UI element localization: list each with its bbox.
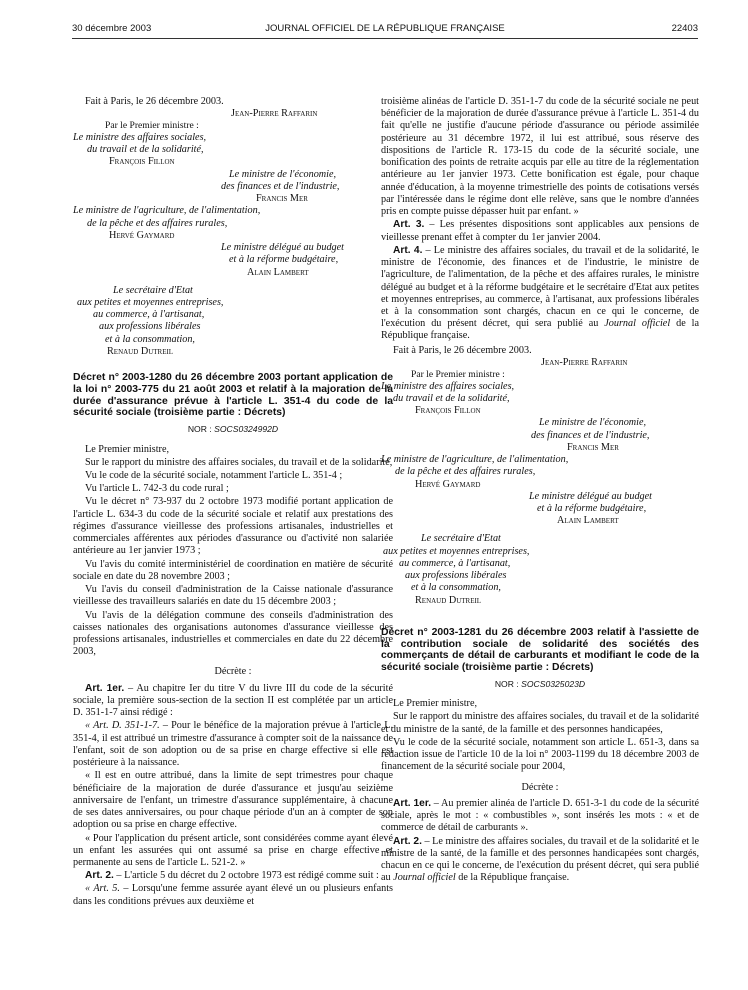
article-3: Art. 3. – Les présentes dispositions sont applicables aux pensions de vieillesse prenant effet à compter du 1er janvier 2004.	[381, 219, 699, 243]
signature-block	[73, 96, 393, 358]
article-label: Art. 4.	[393, 244, 423, 256]
signature-title: Le ministre des affaires sociales,	[381, 380, 515, 392]
signature-name: Renaud Dutreil	[415, 594, 482, 606]
signature-title: Le secrétaire d'Etat	[113, 284, 193, 296]
article-1: Art. 1er. – Au premier alinéa de l'article D. 651-3-1 du code de la sécurité sociale, après le mot : « combustibles », sont insérés les mots : « et de commerce de détail de carburants ».	[381, 797, 699, 834]
signature-title: Le ministre de l'agriculture, de l'alimentation,	[381, 454, 569, 466]
signature-title: Le ministre de l'économie,	[539, 417, 647, 429]
paragraph: Vu le code de la sécurité sociale, notamment l'article L. 351-4 ;	[85, 469, 343, 481]
signature-par: Par le Premier ministre :	[105, 120, 199, 132]
signature-title: du travail et de la solidarité,	[87, 144, 204, 156]
paragraph: Le Premier ministre,	[85, 443, 170, 455]
header-rule	[72, 38, 698, 39]
decree-title: Décret n° 2003-1281 du 26 décembre 2003 relatif à l'assiette de la contribution sociale de solidarité des sociétés des commerçants de détail de carburants et modifiant le code de la sécurité sociale (troisième partie : Décrets)	[381, 626, 699, 674]
article-quote: « Pour l'application du présent article, sont considérées comme ayant élevé un enfant les assurées qui ont assumé sa prise en charge effective et permanente au sens de l'article L. 521-2. »	[73, 832, 393, 868]
signature-block	[381, 345, 699, 607]
signature-title: de la pêche et des affaires rurales,	[87, 217, 228, 229]
signature-name: Francis Mer	[256, 193, 308, 205]
signature-title: et à la consommation,	[105, 333, 195, 345]
decree-title: Décret n° 2003-1280 du 26 décembre 2003 portant application de la loi n° 2003-775 du 21 août 2003 et relatif à la majoration de la durée d'assurance prévue à l'article L. 351-4 du code de la sécurité sociale (troisième partie : Décrets)	[73, 372, 393, 419]
signature-title: aux professions libérales	[99, 321, 201, 333]
signature-name: François Fillon	[415, 405, 481, 417]
signature-title: Le ministre délégué au budget	[529, 490, 652, 502]
right-column	[381, 96, 699, 885]
signature-name: Hervé Gaymard	[415, 478, 481, 490]
signature-date: Fait à Paris, le 26 décembre 2003.	[85, 96, 224, 107]
paragraph: troisième alinéas de l'article D. 351-1-7 du code de la sécurité sociale ne peut bénéficier de la majoration de durée d'assurance prévue à l'article L. 351-4 du fait qu'elle ne justifie d'aucune période d'assurance ou période assimilée postérieure au 31 décembre 1972, il lui est attribué, sous réserve des dispositions de l'article R. 173-15 du code de la sécurité sociale, une bonification des points de retraite acquis par elle au titre de la réglementation antérieure au 1er janvier 1973. Cette bonification est égale, pour chaque année d'éducation, à la moyenne trimestrielle des points de cotisations versés par l'intéressée dans le régime dont elle relève, sans que le nombre d'années pris en compte puisse dépasser huit par enfant. »	[381, 96, 699, 218]
article-quote: « Il est en outre attribué, dans la limite de sept trimestres pour chaque bénéficiaire de la majoration de durée d'assurance et jusqu'au seizième anniversaire de l'enfant, un trimestre d'assurance supplémentaire, à chacune de ses dates anniversaires, ou pour chaque période d'un an à compter de son adoption ou sa prise en charge effective.	[73, 770, 393, 831]
signature-title: aux professions libérales	[405, 570, 507, 582]
signature-name: Francis Mer	[567, 441, 619, 453]
paragraph: Vu le code de la sécurité sociale, notamment son article L. 651-3, dans sa rédaction issue de l'article 10 de la loi n° 2003-1199 du 18 décembre 2003 de financement de la sécurité sociale pour 2004,	[381, 736, 699, 773]
signature-title: et à la consommation,	[411, 582, 501, 594]
nor-reference: NOR : SOCS0324992D	[187, 424, 279, 435]
decrete-heading: Décrète :	[521, 781, 559, 793]
nor-reference: NOR : SOCS0325023D	[494, 678, 586, 689]
header-title: JOURNAL OFFICIEL DE LA RÉPUBLIQUE FRANÇAISE	[265, 23, 505, 34]
article-2: Art. 2. – Le ministre des affaires sociales, du travail et de la solidarité et le ministre de la santé, de la famille et des personnes handicapées sont chargés, chacun en ce qui le concerne, de l'exécution du présent décret, qui sera publié au Journal officiel de la République française.	[381, 835, 699, 884]
article-quote: « Art. 5. – Lorsqu'une femme assurée ayant élevé un ou plusieurs enfants dans les conditions prévues aux deuxième et	[73, 883, 393, 907]
signature-par: Par le Premier ministre :	[411, 369, 505, 381]
paragraph: Vu l'article L. 742-3 du code rural ;	[85, 483, 229, 495]
signature-title: Le secrétaire d'Etat	[421, 533, 501, 545]
signature-title: et à la réforme budgétaire,	[229, 254, 339, 266]
paragraph: Vu l'avis du conseil d'administration de la Caisse nationale d'assurance vieillesse des travailleurs salariés en date du 15 décembre 2003 ;	[73, 584, 393, 608]
decrete-heading: Décrète :	[214, 666, 252, 678]
article-label: Art. 2.	[393, 835, 422, 847]
signature-name: Hervé Gaymard	[109, 229, 175, 241]
article-label: Art. 3.	[393, 219, 425, 231]
signature-name: Jean-Pierre Raffarin	[231, 108, 318, 120]
signature-name: Jean-Pierre Raffarin	[541, 356, 628, 368]
signature-title: Le ministre de l'agriculture, de l'alimentation,	[73, 205, 261, 217]
nor-code: SOCS0324992D	[214, 424, 279, 435]
article-1: Art. 1er. – Au chapitre Ier du titre V du livre III du code de la sécurité sociale, la première sous-section de la section II est complétée par un article D. 351-1-7 ainsi rédigé :	[73, 682, 393, 719]
paragraph: Sur le rapport du ministre des affaires sociales, du travail et de la solidarité,	[85, 456, 393, 468]
signature-name: Alain Lambert	[247, 266, 309, 278]
article-2: Art. 2. – L'article 5 du décret du 2 octobre 1973 est rédigé comme suit :	[85, 870, 379, 882]
paragraph: Vu l'avis du comité interministériel de coordination en matière de sécurité sociale en date du 28 novembre 2003 ;	[73, 558, 393, 582]
signature-title: des finances et de l'industrie,	[221, 180, 340, 192]
signature-title: et à la réforme budgétaire,	[537, 503, 647, 514]
signature-date: Fait à Paris, le 26 décembre 2003.	[393, 344, 532, 356]
signature-title: Le ministre de l'économie,	[229, 168, 337, 180]
article-label: Art. 1er.	[85, 682, 125, 694]
article-quote: « Art. D. 351-1-7. – Pour le bénéfice de la majoration prévue à l'article L. 351-4, il est attribué un trimestre d'assurance à compter soit de la naissance de l'enfant, soit de son adoption ou de sa prise en charge effective si elle est postérieure à la naissance.	[73, 720, 393, 769]
signature-title: du travail et de la solidarité,	[393, 392, 510, 404]
signature-name: François Fillon	[109, 156, 175, 168]
page-header	[72, 23, 698, 36]
article-4: Art. 4. – Le ministre des affaires sociales, du travail et de la solidarité, le ministre de l'économie, des finances et de l'industrie, le ministre de l'agriculture, de l'alimentation, de la pêche et des affaires rurales, le ministre délégué au budget et à la réforme budgétaire et le secrétaire d'Etat aux petites et moyennes entreprises, au commerce, à l'artisanat, aux professions libérales et à la consommation sont chargés, chacun en ce qui le concerne, de l'exécution du présent décret, qui sera publié au Journal officiel de la République française.	[381, 244, 700, 342]
paragraph: Vu l'avis de la délégation commune des conseils d'administration des caisses nationales des organisations autonomes d'assurance vieillesse des professions artisanales, industrielles et commerciales en date du 22 décembre 2003,	[73, 609, 393, 658]
signature-title: au commerce, à l'artisanat,	[399, 557, 511, 569]
header-page-number: 22403	[671, 23, 698, 34]
signature-title: Le ministre délégué au budget	[221, 242, 344, 254]
header-date: 30 décembre 2003	[72, 23, 152, 34]
signature-title: aux petites et moyennes entreprises,	[383, 545, 530, 557]
paragraph: Vu le décret n° 73-937 du 2 octobre 1973 modifié portant application de l'article L. 634-3 du code de la sécurité sociale et relatif aux prestations des régimes d'assurance vieillesse des professions artisanales, industrielles et commerciales afférentes aux périodes d'assurance ou d'activité non salariée antérieure au 1er janvier 1973 ;	[73, 496, 393, 557]
signature-title: de la pêche et des affaires rurales,	[395, 466, 536, 478]
signature-title: aux petites et moyennes entreprises,	[77, 297, 224, 309]
signature-name: Renaud Dutreil	[107, 345, 174, 357]
paragraph: Le Premier ministre,	[393, 698, 478, 710]
article-label: Art. 2.	[85, 870, 114, 882]
signature-title: des finances et de l'industrie,	[531, 429, 650, 441]
article-label: Art. 1er.	[393, 797, 432, 809]
signature-title: au commerce, à l'artisanat,	[93, 309, 205, 321]
nor-code: SOCS0325023D	[521, 678, 586, 689]
signature-name: Alain Lambert	[557, 515, 619, 527]
paragraph: Sur le rapport du ministre des affaires sociales, du travail et de la solidarité et du ministre de la santé, de la famille et des personnes handicapées,	[381, 711, 699, 735]
signature-title: Le ministre des affaires sociales,	[73, 131, 207, 143]
left-column	[73, 96, 393, 909]
